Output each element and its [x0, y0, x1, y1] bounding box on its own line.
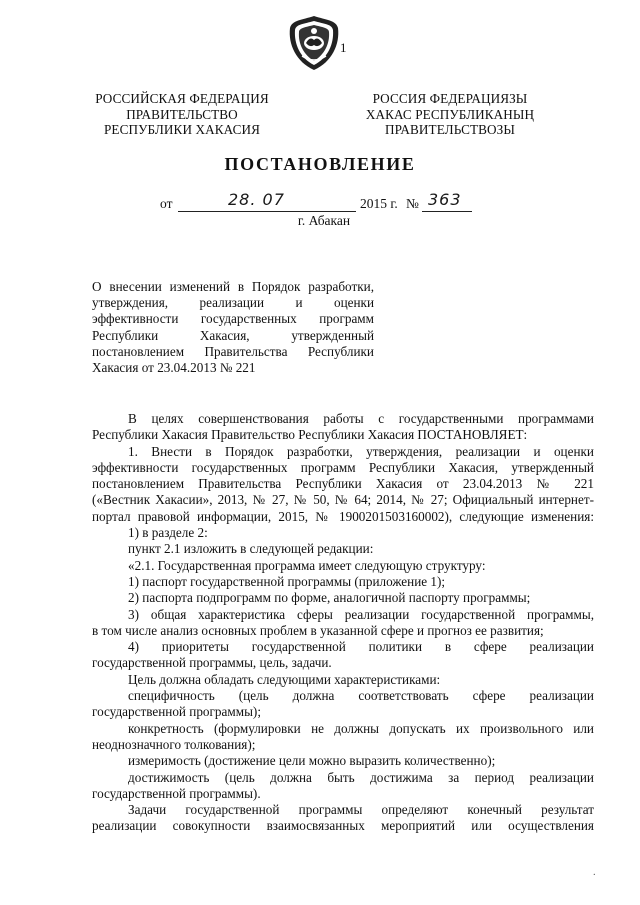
header-left-line: РЕСПУБЛИКИ ХАКАСИЯ [104, 122, 260, 137]
body-line: конкретность (формулировки не должны допускать их произвольного или [128, 720, 594, 736]
body-line: неоднозначного толкования); [92, 736, 256, 752]
date-underline [178, 211, 356, 212]
body-line: государственной программы); [92, 704, 261, 720]
subject-line: эффективности государственных программ [92, 311, 374, 327]
body-line: измеримость (достижение цели можно выразить количественно); [128, 753, 496, 769]
body-line: государственной программы, цель, задачи. [92, 655, 332, 671]
subject-line: О внесении изменений в Порядок разработки, [92, 279, 374, 294]
body-line: портал правовой информации, 2015, № 1900201503160002), следующие изменения: [92, 508, 594, 524]
document-title: ПОСТАНОВЛЕНИЕ [224, 154, 416, 174]
header-left-line: ПРАВИТЕЛЬСТВО [126, 106, 238, 122]
body-line: 1) в разделе 2: [128, 525, 208, 541]
coat-of-arms-emblem [286, 14, 342, 72]
subject-line: постановлением Правительства Республики [92, 343, 374, 359]
body-line: Цель должна обладать следующими характеристиками: [128, 671, 441, 687]
header-left-line: РОССИЙСКАЯ ФЕДЕРАЦИЯ [95, 91, 269, 106]
header-right-line: ХАКАС РЕСПУБЛИКАНЫҢ [365, 106, 535, 122]
body-line: 1. Внести в Порядок разработки, утверждения, реализации и оценки [128, 443, 594, 459]
body-line: 2) паспорта подпрограмм по форме, аналогичной паспорту программы; [128, 590, 531, 606]
body-line: постановлением Правительства Республики Хакасия от 23.04.2013 № 221 [92, 476, 594, 492]
date-handwritten: 28. 07 [228, 190, 285, 209]
header-right-line: ПРАВИТЕЛЬСТВОЗЫ [385, 122, 515, 137]
body-line: достижимость (цель должна быть достижима за период реализации [128, 769, 594, 785]
body-line: пункт 2.1 изложить в следующей редакции: [128, 541, 374, 557]
body-line: в том числе анализ основных проблем в указанной сфере и прогноз ее развития; [92, 622, 544, 638]
number-underline [422, 211, 472, 212]
number-handwritten: 363 [428, 190, 462, 209]
subject-line: Республики Хакасия, утвержденный [92, 327, 374, 343]
subject-block [92, 279, 374, 376]
date-prefix: от [160, 196, 173, 211]
body-line: 4) приоритеты государственной политики в сфере реализации [128, 639, 594, 655]
city-label: г. Абакан [297, 213, 351, 228]
body-line: специфичность (цель должна соответствовать сфере реализации [128, 688, 594, 704]
subject-line: Хакасия от 23.04.2013 № 221 [92, 360, 256, 376]
header-right-line: РОССИЯ ФЕДЕРАЦИЯЗЫ [372, 91, 528, 106]
date-year: 2015 г. [360, 196, 398, 211]
body-line: Республики Хакасия Правительство Республики Хакасия ПОСТАНОВЛЯЕТ: [92, 427, 528, 443]
scan-mark: · [592, 870, 596, 881]
body-line: эффективности государственных программ Республики Хакасия, утвержденный [92, 459, 594, 475]
body-text [92, 411, 594, 835]
header-right-block [345, 91, 555, 138]
body-line: 1) паспорт государственной программы (приложение 1); [128, 573, 446, 589]
body-line: «2.1. Государственная программа имеет следующую структуру: [128, 557, 486, 573]
emblem-footnote-mark: 1 [340, 40, 347, 55]
number-sign: № [406, 196, 419, 211]
subject-line: утверждения, реализации и оценки [92, 295, 374, 311]
header-left-block [77, 91, 287, 138]
body-line: Задачи государственной программы определяют конечный результат [128, 802, 594, 818]
body-line: реализации совокупности взаимосвязанных мероприятий или осуществления [92, 818, 594, 834]
body-line: («Вестник Хакасии», 2013, № 27, № 50, № 64; 2014, № 27; Официальный интернет- [92, 492, 594, 508]
body-line: 3) общая характеристика сферы реализации государственной программы, [128, 606, 594, 622]
body-line: государственной программы). [92, 785, 261, 801]
body-line: В целях совершенствования работы с государственными программами [128, 411, 594, 426]
